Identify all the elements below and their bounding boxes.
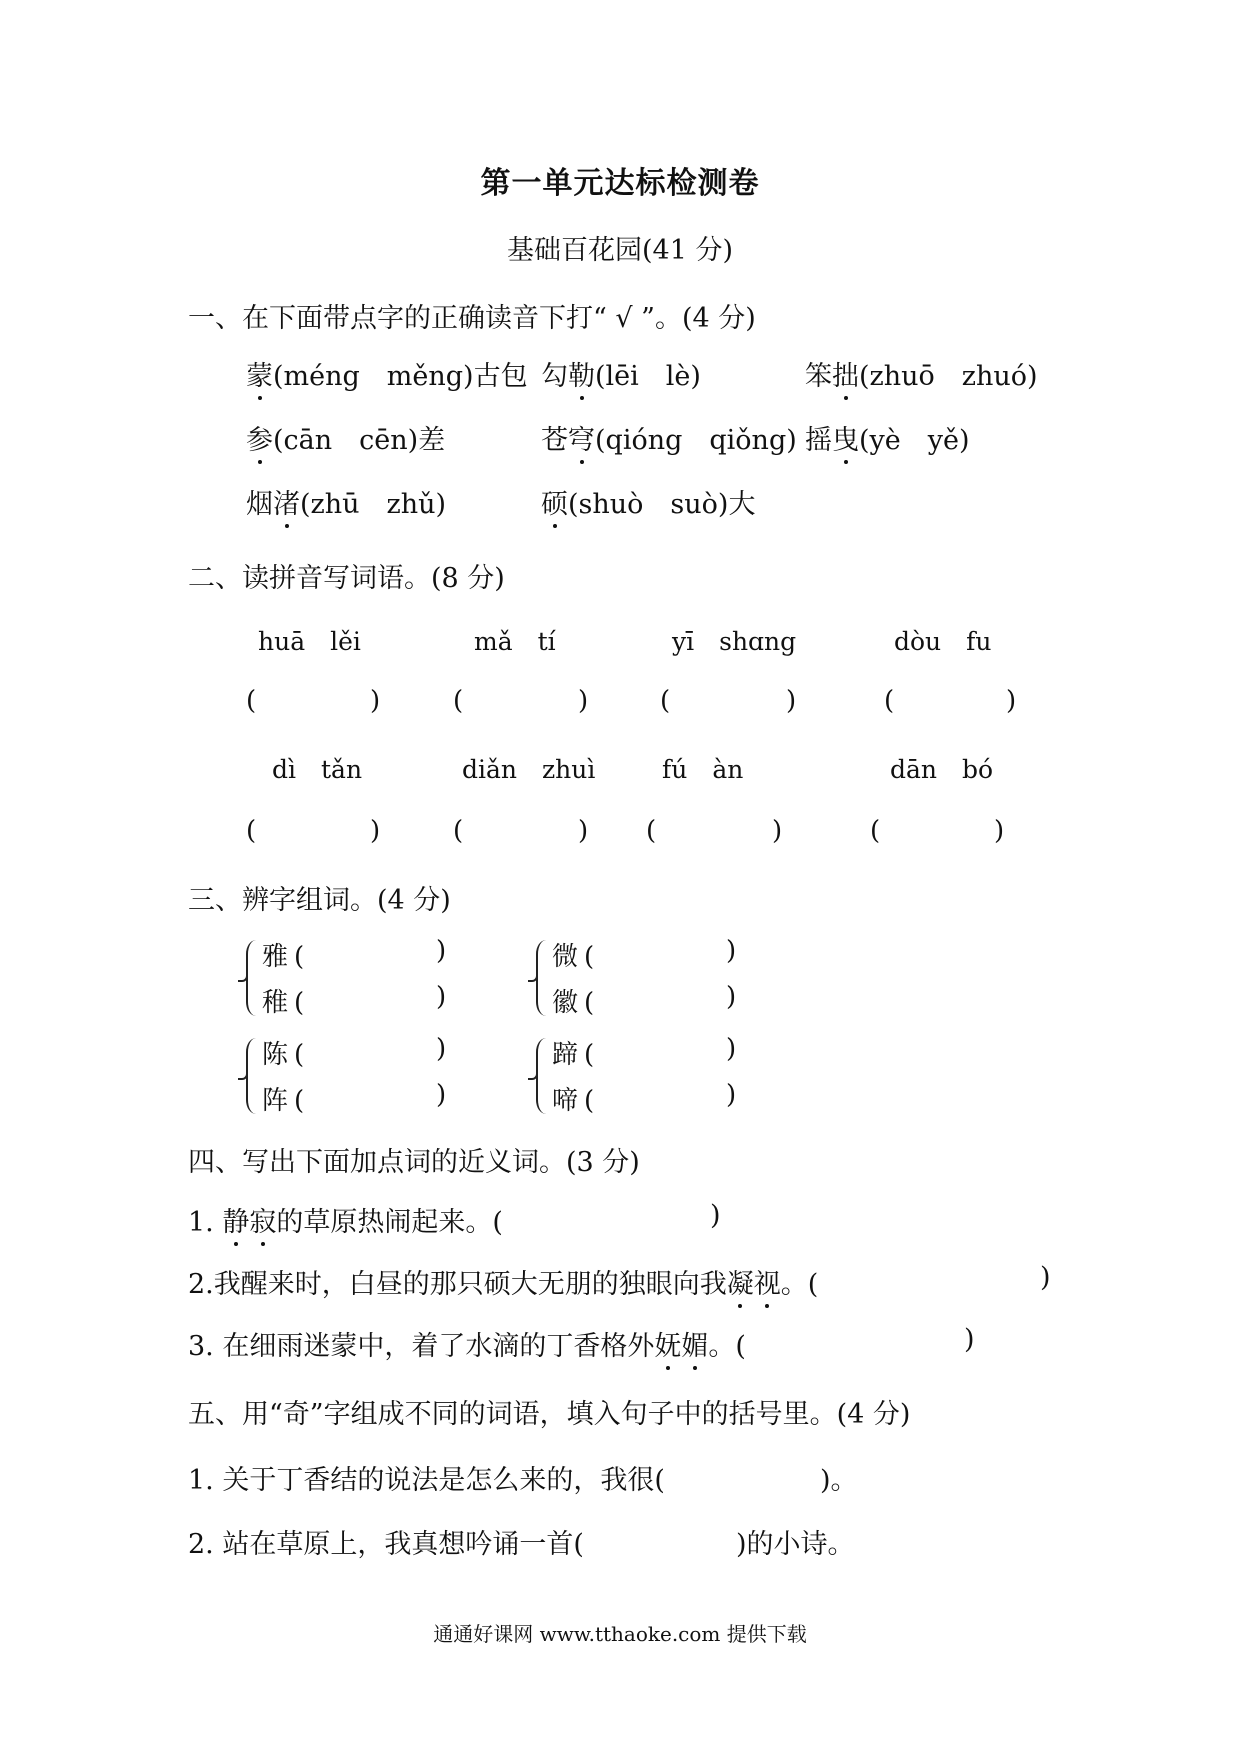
s1-item-3: 笨拙(zhuō zhuó) — [805, 354, 1038, 393]
s5-close-2: )的小诗。 — [736, 1529, 855, 1560]
s5-close-1: )。 — [820, 1465, 858, 1496]
s2-pinyin-1: huā lěi — [258, 627, 361, 656]
s3-row: 徽 ( ) — [552, 982, 737, 1018]
dotted-word — [654, 1331, 708, 1362]
s3-group-3 — [246, 1034, 476, 1124]
brace-icon — [246, 1038, 258, 1114]
s3-row: 阵 ( ) — [262, 1080, 447, 1116]
s5-item-1: 1. 关于丁香结的说法是怎么来的，我很( — [188, 1465, 665, 1496]
page-title: 第一单元达标检测卷 — [480, 166, 760, 201]
dotted-word — [727, 1269, 781, 1300]
dotted-char: 渚 — [273, 482, 300, 521]
s2-answer-close: ) — [370, 686, 381, 716]
section2-heading: 二、读拼音写词语。(8 分) — [188, 563, 505, 594]
dotted-char: 勒 — [568, 354, 595, 393]
dotted-char: 视 — [754, 1262, 781, 1301]
dotted-char: 穹 — [568, 418, 595, 457]
s4-close-3: ) — [964, 1324, 975, 1355]
s1-item-2: 勾勒(lēi lè) — [541, 354, 701, 393]
section1-heading: 一、在下面带点字的正确读音下打“ √ ”。(4 分) — [188, 303, 756, 334]
s3-row: 啼 ( ) — [552, 1080, 737, 1116]
s1-item-4: 参(cān cēn)差 — [246, 418, 445, 457]
s2-answer-open: ( — [870, 816, 881, 846]
dotted-char: 硕 — [541, 482, 568, 521]
dotted-char: 寂 — [249, 1200, 276, 1239]
s3-row: 陈 ( ) — [262, 1034, 447, 1070]
s2-answer-close: ) — [994, 816, 1005, 846]
s2-answer-close: ) — [1006, 686, 1017, 716]
s2-answer-open: ( — [884, 686, 895, 716]
footer-text: 通通好课网 www.tthaoke.com 提供下载 — [433, 1622, 807, 1646]
s4-close-1: ) — [710, 1200, 721, 1231]
s2-pinyin-3: yī shɑng — [672, 627, 797, 656]
brace-icon — [536, 940, 548, 1016]
s1-item-5: 苍穹(qióng qiǒng) — [541, 418, 797, 457]
page-subtitle: 基础百花园(41 分) — [506, 235, 733, 266]
s1-item-8: 硕(shuò suò)大 — [541, 482, 755, 521]
dotted-char: 蒙 — [246, 354, 273, 393]
s4-item-3: 3. 在细雨迷蒙中，着了水滴的丁香格外妩媚。( — [188, 1324, 746, 1363]
s1-item-7: 烟渚(zhū zhǔ) — [246, 482, 446, 521]
s2-pinyin-2: mǎ tí — [474, 627, 556, 656]
dotted-char: 媚 — [681, 1324, 708, 1363]
s5-item-2: 2. 站在草原上，我真想吟诵一首( — [188, 1529, 584, 1560]
s2-pinyin-7: fú àn — [662, 755, 744, 784]
s2-answer-open: ( — [660, 686, 671, 716]
s2-answer-open: ( — [246, 816, 257, 846]
dotted-char: 静 — [222, 1200, 249, 1239]
dotted-char: 拙 — [832, 354, 859, 393]
s2-answer-close: ) — [772, 816, 783, 846]
s3-group-1 — [246, 936, 476, 1026]
s3-group-2 — [536, 936, 766, 1026]
s1-item-6: 摇曳(yè yě) — [805, 418, 970, 457]
section3-heading: 三、辨字组词。(4 分) — [188, 885, 451, 916]
s3-row: 蹄 ( ) — [552, 1034, 737, 1070]
s3-row: 微 ( ) — [552, 936, 737, 972]
dotted-char: 凝 — [727, 1262, 754, 1301]
s2-answer-close: ) — [786, 686, 797, 716]
dotted-word — [222, 1207, 276, 1238]
s2-answer-close: ) — [370, 816, 381, 846]
s4-item-2: 2.我醒来时，白昼的那只硕大无朋的独眼向我凝视。( — [188, 1262, 818, 1301]
brace-icon — [246, 940, 258, 1016]
section5-heading: 五、用“奇”字组成不同的词语，填入句子中的括号里。(4 分) — [188, 1399, 911, 1430]
s2-answer-close: ) — [578, 816, 589, 846]
s1-item-1: 蒙(méng měng)古包 — [246, 354, 528, 393]
s2-pinyin-8: dān bó — [890, 755, 994, 784]
s2-answer-close: ) — [578, 686, 589, 716]
s2-answer-open: ( — [453, 686, 464, 716]
s3-group-4 — [536, 1034, 766, 1124]
dotted-char: 曳 — [832, 418, 859, 457]
s2-pinyin-6: diǎn zhuì — [462, 755, 596, 784]
s3-row: 雅 ( ) — [262, 936, 447, 972]
s4-close-2: ) — [1040, 1262, 1051, 1293]
s2-answer-open: ( — [646, 816, 657, 846]
s2-answer-open: ( — [453, 816, 464, 846]
s2-pinyin-5: dì tǎn — [272, 755, 363, 784]
s4-item-1: 1. 静寂的草原热闹起来。( — [188, 1200, 503, 1239]
s2-pinyin-4: dòu fu — [894, 627, 992, 656]
brace-icon — [536, 1038, 548, 1114]
dotted-char: 妩 — [654, 1324, 681, 1363]
dotted-char: 参 — [246, 418, 273, 457]
s2-answer-open: ( — [246, 686, 257, 716]
s3-row: 稚 ( ) — [262, 982, 447, 1018]
section4-heading: 四、写出下面加点词的近义词。(3 分) — [188, 1147, 640, 1178]
